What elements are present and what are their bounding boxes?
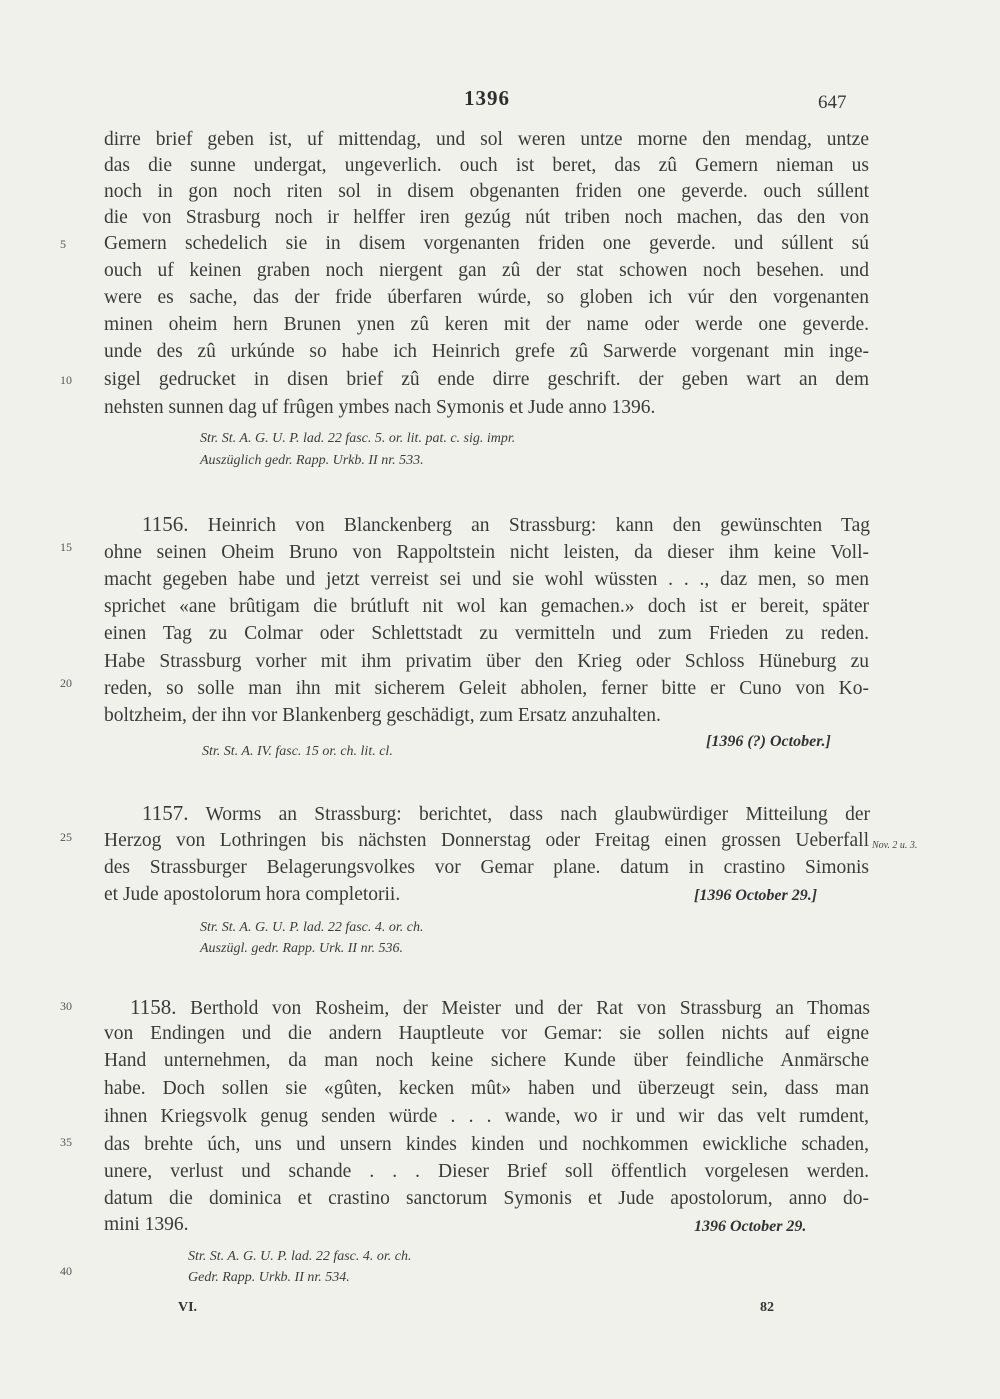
source-citation: Auszüglich gedr. Rapp. Urkb. II nr. 533. (200, 453, 424, 468)
text-line: unde des zû urkúnde so habe ich Heinrich grefe zû Sarwerde vorgenant min inge- (104, 341, 869, 362)
margin-line-number: 10 (60, 373, 72, 387)
source-citation: Str. St. A. G. U. P. lad. 22 fasc. 5. or. lit. pat. c. sig. impr. (200, 431, 516, 446)
text-line: sigel gedrucket in disen brief zû ende dirre geschrift. der geben wart an dem (104, 369, 869, 390)
text-line: Gemern schedelich sie in disem vorgenanten friden one geverde. und súllent sú (104, 233, 869, 254)
source-citation: Str. St. A. G. U. P. lad. 22 fasc. 4. or. ch. (188, 1249, 412, 1264)
margin-line-number: 20 (60, 676, 72, 690)
text-line: ouch uf keinen graben noch niergent gan zû der stat schowen noch besehen. und (104, 260, 869, 281)
text-line: minen oheim hern Brunen ynen zû keren mit der name oder werde one geverde. (104, 314, 869, 335)
margin-line-number: 30 (60, 999, 72, 1013)
text-line: habe. Doch sollen sie «gûten, kecken mût» haben und überzeugt sein, dass man (104, 1078, 869, 1099)
entry-date: 1396 October 29. (694, 1218, 807, 1235)
text-line: unere, verlust und schande . . . Dieser Brief soll öffentlich vorgelesen werden. (104, 1161, 869, 1182)
text-line: sprichet «ane brûtigam die brútluft nit wol kan gemachen.» doch ist er bereit, später (104, 596, 869, 617)
text-line: datum die dominica et crastino sanctorum Symonis et Jude apostolorum, anno do- (104, 1188, 869, 1209)
text-line: ihnen Kriegsvolk genug senden würde . . . wande, wo ir und wir das velt rumdent, (104, 1106, 869, 1127)
text-line: et Jude apostolorum hora completorii. (104, 884, 401, 905)
entry-date: [1396 (?) October.] (706, 733, 831, 750)
margin-date-note: Nov. 2 u. 3. (872, 840, 918, 851)
margin-line-number: 15 (60, 540, 72, 554)
text-line: das die sunne undergat, ungeverlich. ouch ist beret, das zû Gemern nieman us (104, 155, 869, 176)
text-line: des Strassburger Belagerungsvolkes vor Gemar plane. datum in crastino Simonis (104, 857, 869, 878)
margin-line-number: 25 (60, 830, 72, 844)
text-line: nehsten sunnen dag uf frûgen ymbes nach Symonis et Jude anno 1396. (104, 397, 656, 418)
text-line: reden, so solle man ihn mit sicherem Geleit abholen, ferner bitte er Cuno von Ko- (104, 678, 869, 699)
margin-line-number: 35 (60, 1135, 72, 1149)
entry-date: [1396 October 29.] (694, 887, 818, 904)
source-citation: Gedr. Rapp. Urkb. II nr. 534. (188, 1270, 350, 1285)
entry-1157-first-line: 1157. Worms an Strassburg: berichtet, dass nach glaubwürdiger Mitteilung der (142, 801, 870, 825)
text-line: mini 1396. (104, 1214, 189, 1235)
entry-number: 1157. (142, 801, 189, 825)
source-citation: Auszügl. gedr. Rapp. Urk. II nr. 536. (200, 941, 403, 956)
margin-line-number: 40 (60, 1264, 72, 1278)
text-line: Herzog von Lothringen bis nächsten Donnerstag oder Freitag einen grossen Ueberfall (104, 830, 869, 851)
source-citation: Str. St. A. IV. fasc. 15 or. ch. lit. cl. (202, 744, 393, 759)
text-line: Hand unternehmen, da man noch keine sichere Kunde über feindliche Anmärsche (104, 1050, 869, 1071)
entry-number: 1158. (130, 995, 177, 1019)
source-citation: Str. St. A. G. U. P. lad. 22 fasc. 4. or. ch. (200, 920, 424, 935)
signature-mark: VI. (178, 1300, 198, 1315)
sheet-number: 82 (760, 1300, 774, 1315)
text-line: noch in gon noch riten sol in disem obgenanten friden one geverde. ouch súllent (104, 181, 869, 202)
entry-1158-first-line: 1158. Berthold von Rosheim, der Meister und der Rat von Strassburg an Thomas (130, 995, 870, 1019)
entry-1156-first-line: 1156. Heinrich von Blanckenberg an Strassburg: kann den gewünschten Tag (142, 512, 870, 536)
margin-line-number: 5 (60, 237, 66, 251)
text-line: Habe Strassburg vorher mit ihm privatim über den Krieg oder Schloss Hüneburg zu (104, 651, 869, 672)
text-line: von Endingen und die andern Hauptleute vor Gemar: sie sollen nichts auf eigne (104, 1023, 869, 1044)
text-line: dirre brief geben ist, uf mittendag, und sol weren untze morne den mendag, untze (104, 129, 869, 150)
text-line: die von Strasburg noch ir helffer iren gezúg nút triben noch machen, das den von (104, 207, 869, 228)
text-line: ohne seinen Oheim Bruno von Rappoltstein nicht leisten, da dieser ihm keine Voll- (104, 542, 869, 563)
page-number: 647 (818, 92, 847, 113)
text-line: boltzheim, der ihn vor Blankenberg geschädigt, zum Ersatz anzuhalten. (104, 705, 661, 726)
text-line: einen Tag zu Colmar oder Schlettstadt zu vermitteln und zum Frieden zu reden. (104, 623, 869, 644)
text-line: das brehte úch, uns und unsern kindes kinden und nochkommen ewickliche schaden, (104, 1134, 869, 1155)
entry-number: 1156. (142, 512, 189, 536)
text-line: were es sache, das der fride úberfaren wúrde, so globen ich vúr den vorgenanten (104, 287, 869, 308)
text-line: macht gegeben habe und jetzt verreist sei und sie wohl wüssten . . ., daz men, so men (104, 569, 869, 590)
running-head-year: 1396 (464, 86, 510, 110)
